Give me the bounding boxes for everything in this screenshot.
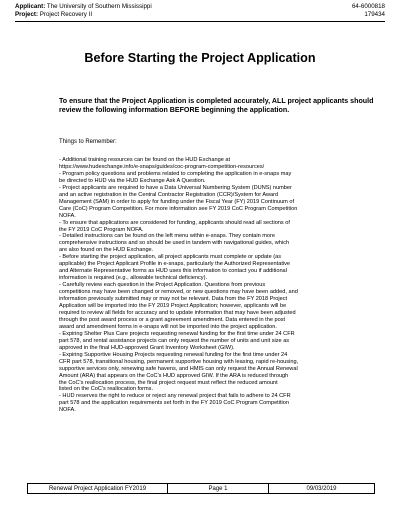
body-line: - Expiring Shelter Plus Care projects requesting renewal funding for the first time under 24 CFR — [59, 330, 295, 337]
body-line: competitions may have been changed or removed, or new questions may have been added, and — [59, 289, 298, 296]
project-label: Project: — [15, 11, 39, 18]
body-line: CFR part 578, transitional housing, permanent supportive housing with leasing, rapid re-housing, — [59, 358, 299, 365]
page-header — [15, 3, 385, 19]
body-line: - To ensure that applications are considered for funding, applicants should read all sections of — [59, 219, 290, 226]
footer-doc-name: Renewal Project Application FY2019 — [28, 484, 168, 493]
applicant-label: Applicant: — [15, 3, 46, 10]
page-title: Before Starting the Project Application — [84, 51, 316, 65]
body-line: required to review all fields for accuracy and to update information that may have been adjusted — [59, 309, 296, 316]
body-line: the CoC's reallocation process, the final project request must reflect the reduced amount — [59, 379, 278, 386]
things-heading: Things to Remember: — [59, 139, 117, 145]
body-line: and Alternate Representative forms as HUD uses this information to contact you if additional — [59, 268, 287, 275]
page-footer — [27, 483, 375, 494]
project-id: 179434 — [364, 11, 385, 18]
body-line: Application will be imported into the FY 2019 Project Application; however, applicants will be — [59, 303, 287, 310]
project-value: Project Recovery II — [39, 11, 93, 18]
header-divider — [15, 21, 385, 22]
applicant-value: The University of Southern Mississippi — [46, 3, 152, 10]
body-line: - Expiring Supportive Housing Projects requesting renewal funding for the first time under 24 — [59, 351, 288, 358]
body-line: - Carefully review each question in the Project Application. Questions from previous — [59, 282, 266, 289]
body-line: approved in the final HUD-approved Grant Inventory Worksheet (GIW). — [59, 344, 235, 351]
body-line: listed on the CoC's reallocation forms. — [59, 386, 154, 393]
body-line: - Additional training resources can be found on the HUD Exchange at — [59, 157, 231, 163]
header-row-project — [15, 11, 385, 19]
body-line: and an active registration in the Central Contractor Registration (CCR)/System for Award — [59, 191, 279, 198]
body-line: Management (SAM) in order to apply for funding under the Fiscal Year (FY) 2019 Continuum of — [59, 198, 295, 205]
body-line: - Detailed instructions can be found on the left menu within e-snaps. They contain more — [59, 233, 275, 240]
body-line: - Project applicants are required to have a Data Universal Numbering System (DUNS) number — [59, 184, 292, 191]
footer-page-number: Page 1 — [168, 484, 269, 493]
body-line: be directed to HUD via the HUD Exchange Ask A Question. — [59, 177, 206, 184]
body-line: - HUD reserves the right to reduce or reject any renewal project that fails to adhere to 24 CFR — [59, 393, 291, 400]
body-line: information previously submitted may or may not be relevant. Data from the FY 2018 Project — [59, 296, 288, 303]
applicant-id: 64-6000818 — [351, 3, 385, 10]
body-line: Amount (ARA) that appears on the CoC's HUD approved GIW. If the ARA is reduced through — [59, 372, 289, 379]
body-line: - Before starting the project application, all project applicants must complete or update (as — [59, 254, 282, 261]
body-line: comprehensive instructions and so should be used in tandem with navigational guides, which — [59, 240, 290, 247]
body-text — [59, 157, 380, 414]
body-line: NOFA. — [59, 212, 76, 219]
body-line: - Program policy questions and problems related to completing the application in e-snaps may — [59, 170, 292, 177]
body-line: Care (CoC) Program Competition. For more information see FY 2019 CoC Program Competition — [59, 205, 298, 212]
body-line: applicable) the Project Applicant Profile in e-snaps, particularly the Authorized Representative — [59, 261, 291, 268]
body-line: the FY 2019 CoC Program NOFA. — [59, 226, 144, 233]
body-line: information is required (e.g., allowable technical deficiency). — [59, 275, 207, 282]
header-row-applicant — [15, 3, 385, 11]
body-line: https://www.hudexchange.info/e-snaps/guides/coc-program-competition-resources/ — [59, 163, 265, 170]
body-line: part 578 and the application requirements set forth in the FY 2019 CoC Program Competition — [59, 400, 289, 407]
body-line: supportive services only, renewing safe havens, and HMIS can only request the Annual Renewal — [59, 365, 298, 372]
body-line: through the post award process or a grant agreement amendment. Data entered in the post — [59, 316, 286, 323]
body-line: are also found on the HUD Exchange. — [59, 247, 154, 254]
body-line: NOFA. — [59, 407, 76, 414]
body-line: award and amendment forms in e-snaps will not be imported into the project application. — [59, 323, 277, 330]
body-line: part 578, and rental assistance projects can only request the number of units and unit size as — [59, 337, 290, 344]
footer-date: 09/03/2019 — [306, 485, 337, 492]
intro-text: To ensure that the Project Application is completed accurately, ALL project applicants should review the following information BEFORE beginning the application. — [59, 97, 374, 114]
